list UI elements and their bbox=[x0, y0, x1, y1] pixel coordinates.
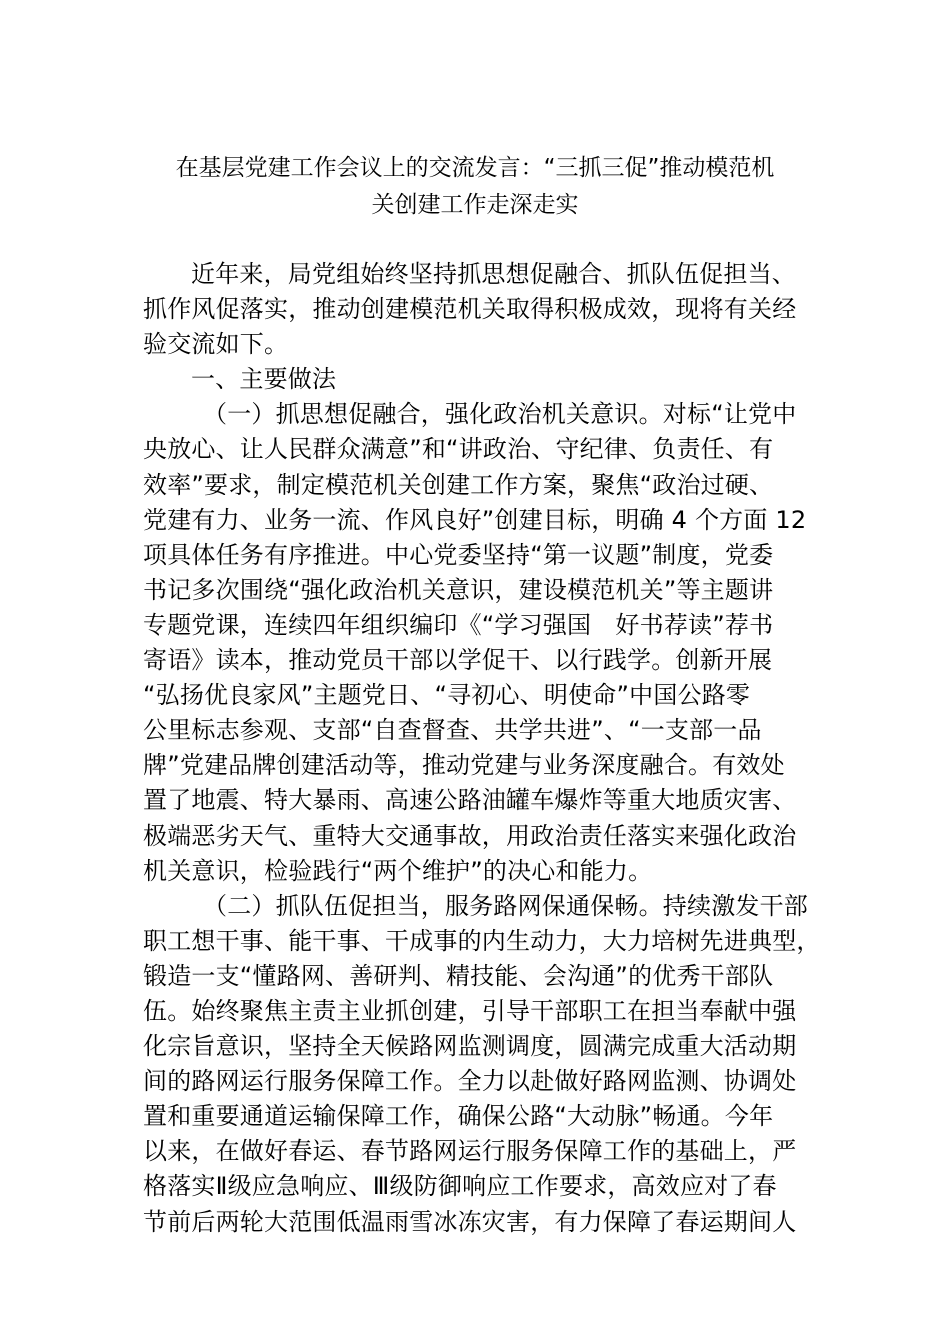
paragraph-line: 置了地震、特大暴雨、高速公路油罐车爆炸等重大地质灾害、 bbox=[143, 786, 797, 815]
paragraph-line: 牌”党建品牌创建活动等，推动党建与业务深度融合。有效处 bbox=[143, 751, 785, 780]
paragraph-line: 职工想干事、能干事、干成事的内生动力，大力培树先进典型， bbox=[143, 926, 821, 955]
document-body bbox=[143, 257, 821, 1240]
document-title bbox=[140, 150, 810, 224]
paragraph-line: 伍。始终聚焦主责主业抓创建，引导干部职工在担当奉献中强 bbox=[143, 996, 797, 1025]
paragraph-line: 验交流如下。 bbox=[143, 330, 289, 359]
paragraph-line: 书记多次围绕“强化政治机关意识，建设模范机关”等主题讲 bbox=[143, 575, 774, 604]
paragraph-line: 化宗旨意识，坚持全天候路网监测调度，圆满完成重大活动期 bbox=[143, 1032, 797, 1061]
paragraph-line: （二）抓队伍促担当，服务路网保通保畅。持续激发干部 bbox=[203, 891, 808, 920]
paragraph-line: 机关意识，检验践行“两个维护”的决心和能力。 bbox=[143, 856, 653, 885]
title-line: 在基层党建工作会议上的交流发言：“三抓三促”推动模范机 bbox=[175, 155, 775, 181]
paragraph-line: 党建有力、业务一流、作风良好”创建目标，明确 4 个方面 12 bbox=[143, 505, 807, 534]
paragraph-line: 央放心、让人民群众满意”和“讲政治、守纪律、负责任、有 bbox=[143, 435, 774, 464]
paragraph-line: 节前后两轮大范围低温雨雪冰冻灾害，有力保障了春运期间人 bbox=[143, 1207, 797, 1236]
paragraph-line: 项具体任务有序推进。中心党委坚持“第一议题”制度，党委 bbox=[143, 540, 774, 569]
paragraph-line: 锻造一支“懂路网、善研判、精技能、会沟通”的优秀干部队 bbox=[143, 961, 774, 990]
title-line: 关创建工作走深走实 bbox=[371, 192, 579, 218]
paragraph-line: 寄语》读本，推动党员干部以学促干、以行践学。创新开展 bbox=[143, 646, 773, 675]
paragraph-line: 专题党课，连续四年组织编印《“学习强国 好书荐读”荐书 bbox=[143, 610, 774, 639]
paragraph-line: 格落实Ⅱ级应急响应、Ⅲ级防御响应工作要求，高效应对了春 bbox=[143, 1172, 777, 1201]
paragraph-line: 近年来，局党组始终坚持抓思想促融合、抓队伍促担当、 bbox=[191, 260, 796, 288]
paragraph-line: 抓作风促落实，推动创建模范机关取得积极成效，现将有关经 bbox=[143, 295, 797, 324]
paragraph-line: 置和重要通道运输保障工作，确保公路“大动脉”畅通。今年 bbox=[143, 1102, 774, 1131]
paragraph-line: 公里标志参观、支部“自查督查、共学共进”、“一支部一品 bbox=[143, 716, 762, 745]
paragraph-line: 极端恶劣天气、重特大交通事故，用政治责任落实来强化政治 bbox=[143, 821, 797, 850]
paragraph-line: 以来，在做好春运、春节路网运行服务保障工作的基础上，严 bbox=[143, 1137, 797, 1166]
section-heading: 一、主要做法 bbox=[191, 365, 337, 394]
paragraph-line: 间的路网运行服务保障工作。全力以赴做好路网监测、协调处 bbox=[143, 1067, 797, 1096]
paragraph-line: “弘扬优良家风”主题党日、“寻初心、明使命”中国公路零 bbox=[143, 681, 751, 710]
paragraph-line: （一）抓思想促融合，强化政治机关意识。对标“让党中 bbox=[203, 400, 797, 429]
paragraph-line: 效率”要求，制定模范机关创建工作方案，聚焦“政治过硬、 bbox=[143, 470, 774, 499]
